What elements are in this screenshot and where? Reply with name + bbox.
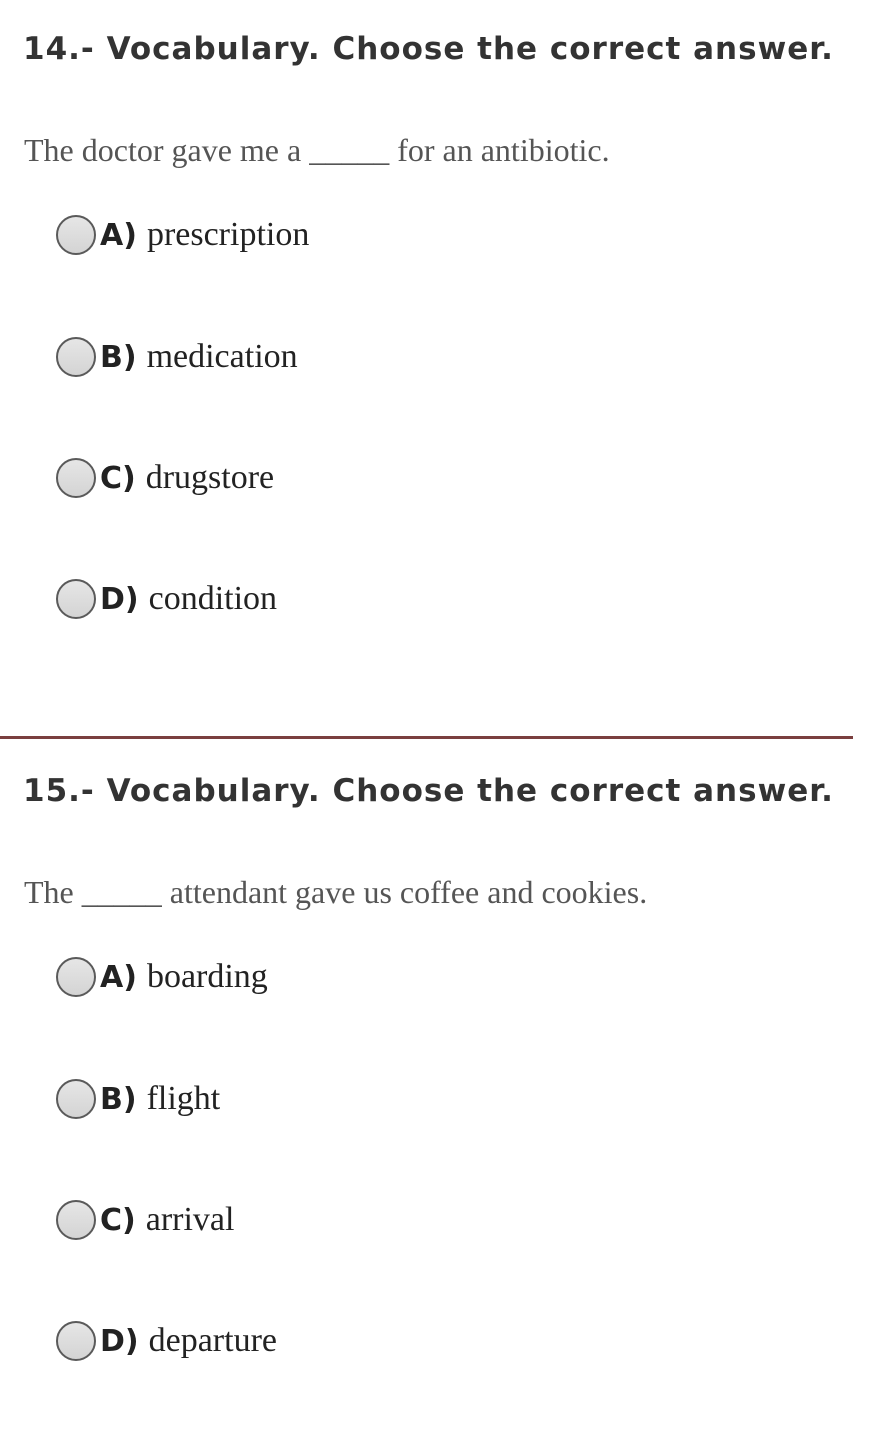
option-a[interactable] [56, 952, 268, 1002]
radio-button[interactable] [56, 1200, 96, 1240]
option-letter: A) [100, 217, 137, 253]
radio-button[interactable] [56, 1321, 96, 1361]
option-letter: B) [100, 339, 137, 375]
option-text: departure [148, 1322, 277, 1359]
radio-button[interactable] [56, 957, 96, 997]
option-b[interactable] [56, 1074, 220, 1124]
option-text: drugstore [145, 459, 275, 496]
radio-button[interactable] [56, 215, 96, 255]
option-text: flight [146, 1080, 221, 1117]
option-letter: C) [100, 1202, 136, 1238]
option-text: prescription [146, 216, 310, 253]
question-prompt: The doctor gave me a _____ for an antibiotic. [24, 132, 610, 168]
option-text: arrival [145, 1201, 235, 1238]
option-text: medication [146, 338, 298, 375]
option-d[interactable] [56, 574, 277, 624]
radio-button[interactable] [56, 1079, 96, 1119]
option-letter: D) [100, 581, 139, 617]
option-letter: B) [100, 1081, 137, 1117]
radio-button[interactable] [56, 458, 96, 498]
question-title: 15.- Vocabulary. Choose the correct answer. [23, 773, 834, 809]
question-prompt: The _____ attendant gave us coffee and cookies. [24, 874, 648, 910]
option-b[interactable] [56, 332, 298, 382]
question-title: 14.- Vocabulary. Choose the correct answer. [23, 31, 834, 67]
option-text: condition [148, 580, 278, 617]
option-letter: D) [100, 1323, 139, 1359]
option-a[interactable] [56, 210, 309, 260]
option-c[interactable] [56, 1195, 234, 1245]
option-c[interactable] [56, 453, 274, 503]
option-text: boarding [146, 958, 268, 995]
option-letter: A) [100, 959, 137, 995]
radio-button[interactable] [56, 337, 96, 377]
section-divider [0, 736, 853, 739]
option-d[interactable] [56, 1316, 277, 1366]
option-letter: C) [100, 460, 136, 496]
radio-button[interactable] [56, 579, 96, 619]
